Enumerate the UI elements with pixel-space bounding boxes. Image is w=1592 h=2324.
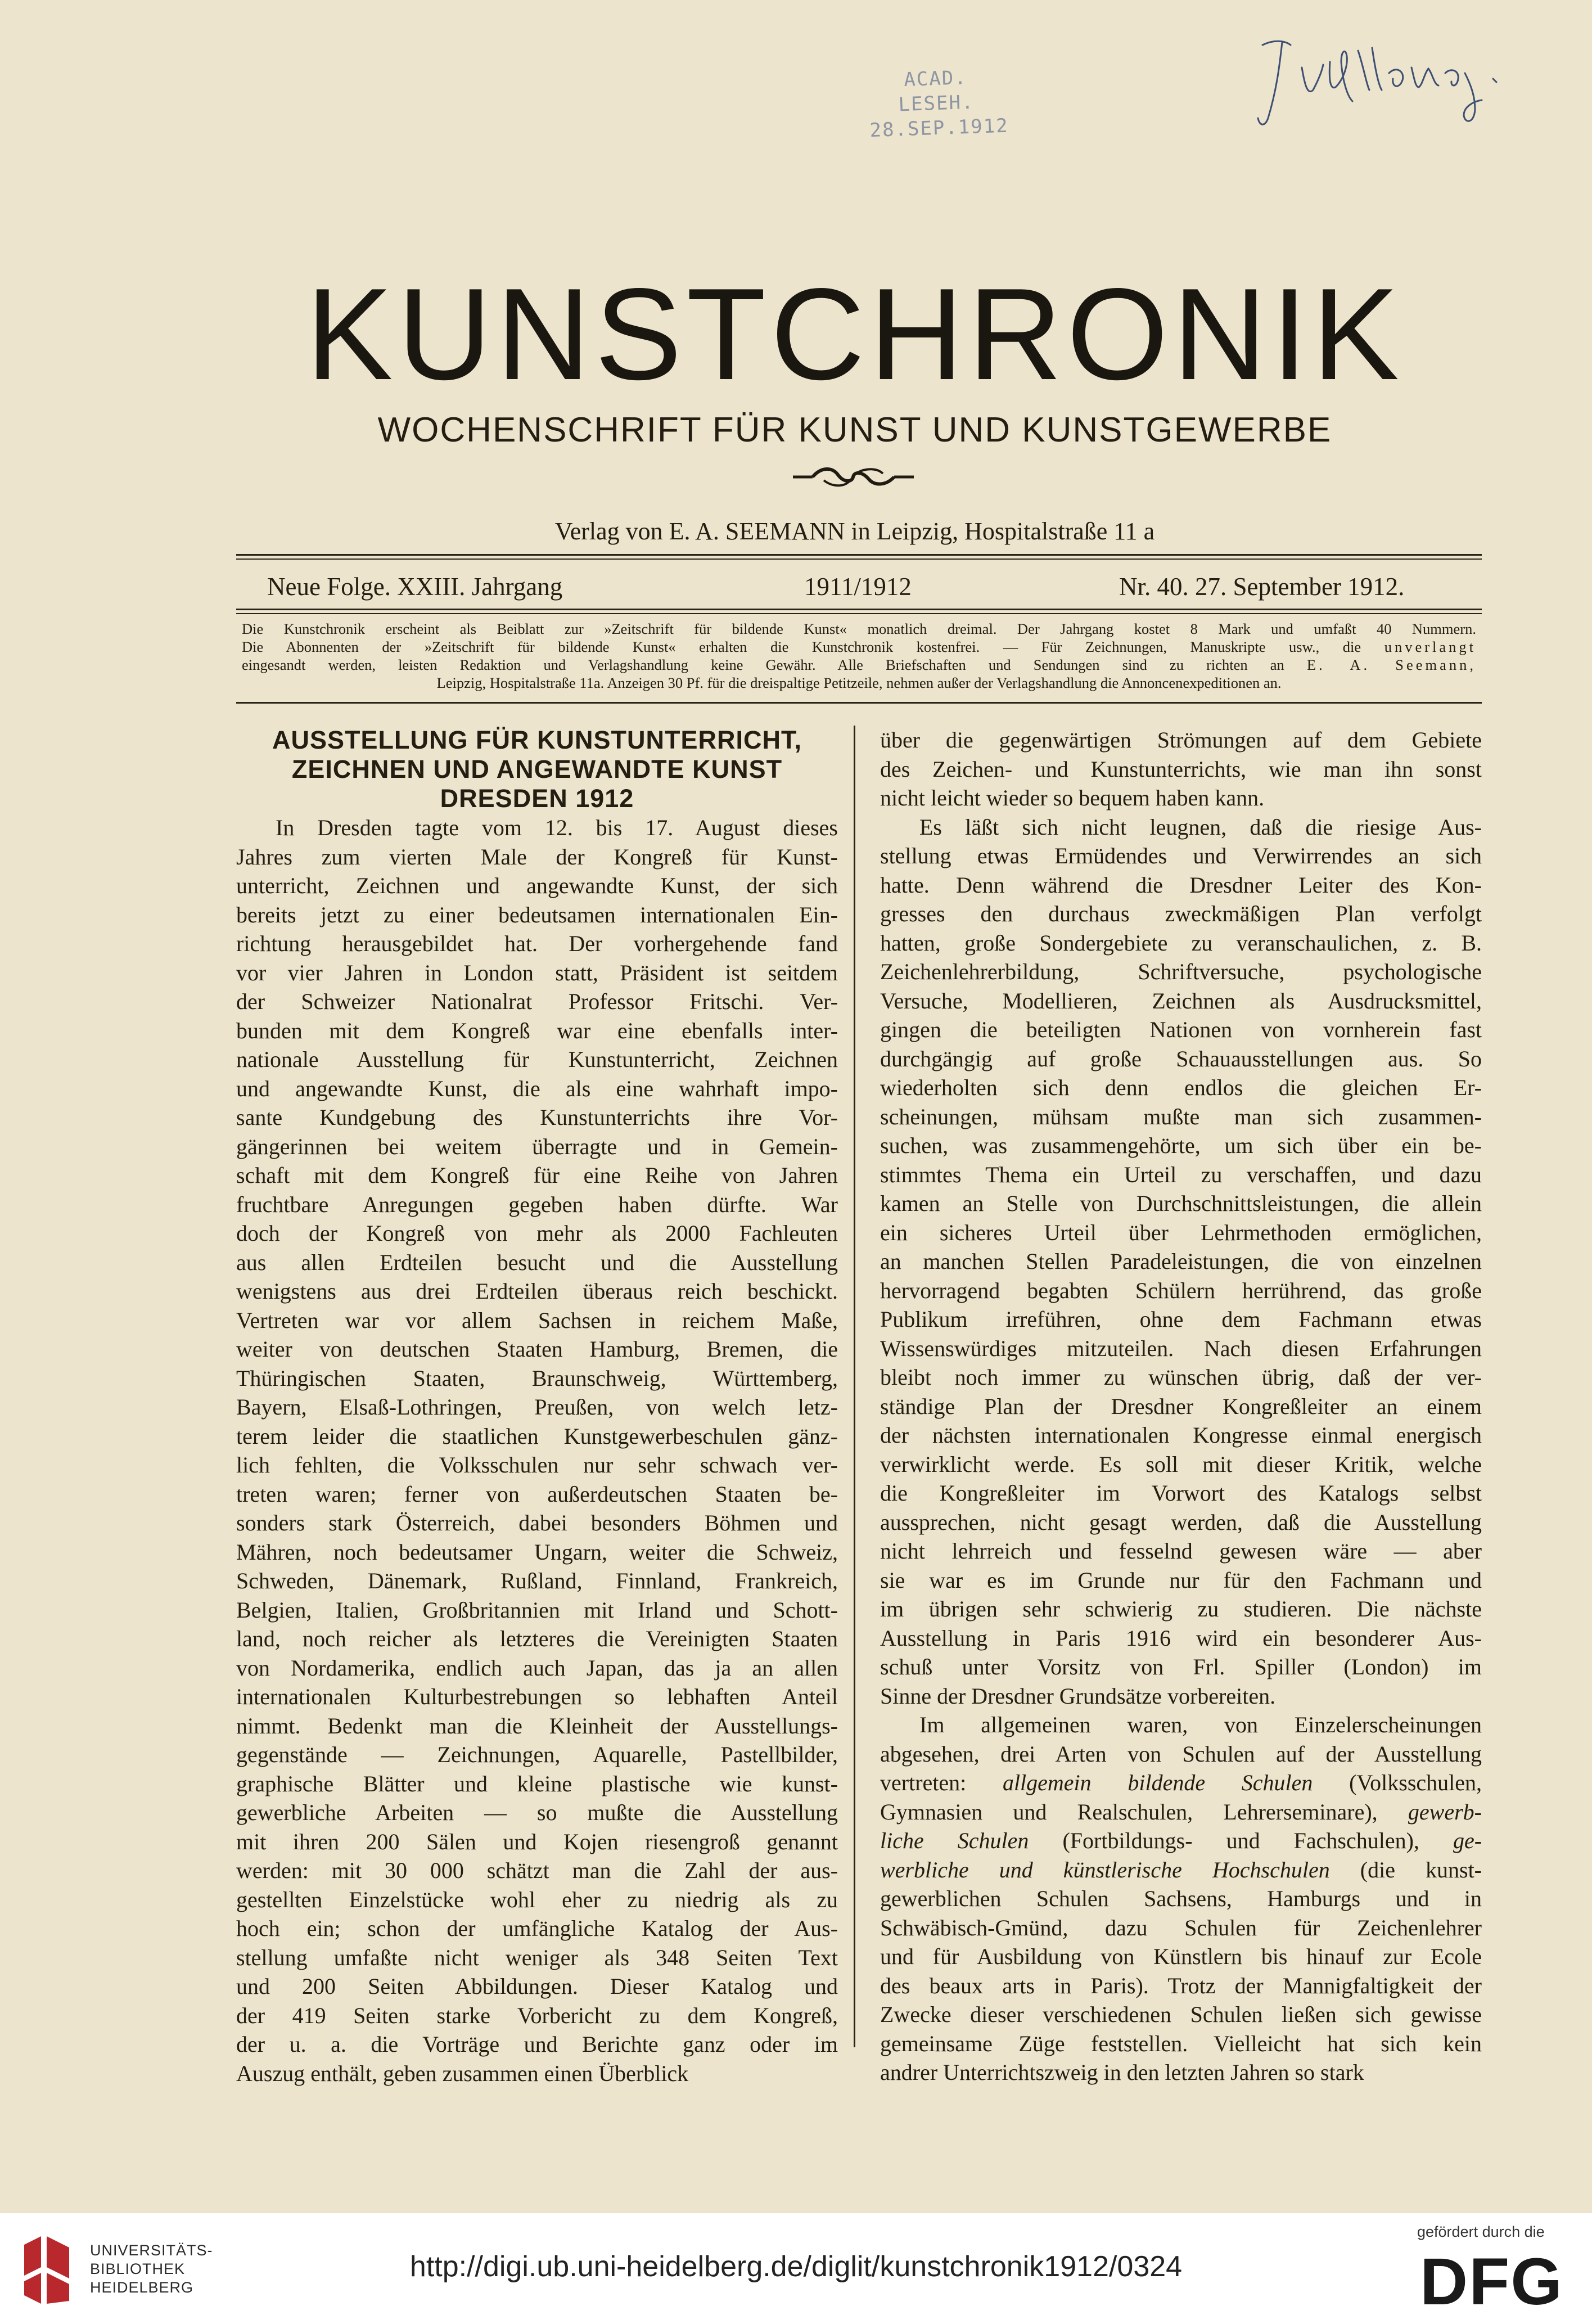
text-segment: Publikum irreführen, ohne dem Fachmann etwas — [880, 1307, 1482, 1332]
left-text-line: graphische Blätter und kleine plastische wie kunst- — [236, 1771, 838, 1796]
notice-line-2-text: Die Abonnenten der »Zeitschrift für bildende Kunst« erhalten die Kunstchronik kostenfrei. — Für Zeichnungen, Manuskripte usw., die — [242, 638, 1361, 655]
left-text-line: terem leider die staatlichen Kunstgewerbeschulen gänz- — [236, 1423, 838, 1449]
digitization-footer — [0, 2213, 1592, 2324]
right-text-line — [880, 2000, 1482, 2029]
left-text-line: doch der Kongreß von mehr als 2000 Fachleuten — [236, 1220, 838, 1246]
text-segment: schuß unter Vorsitz von Frl. Spiller (London) im — [880, 1654, 1482, 1679]
left-text-line: Bayern, Elsaß-Lothringen, Preußen, von welch letz- — [236, 1394, 838, 1420]
article-title-line-3: DRESDEN 1912 — [440, 784, 634, 813]
italic-term: liche Schulen — [880, 1828, 1029, 1853]
text-segment: vertreten: — [880, 1770, 1003, 1795]
column-divider — [854, 726, 855, 2047]
issue-info — [267, 567, 1465, 606]
text-segment: gingen die beteiligten Nationen von vornherein fast — [880, 1017, 1482, 1042]
left-text-line: gestellten Einzelstücke wohl eher zu niedrig als zu — [236, 1886, 838, 1912]
right-text-line — [880, 1276, 1482, 1305]
text-segment: gemeinsame Züge feststellen. Vielleicht hat sich kein — [880, 2030, 1482, 2056]
dfg-logo-text: DFG — [1420, 2248, 1564, 2313]
left-text-line: der Schweizer Nationalrat Professor Fritschi. Ver- — [236, 989, 838, 1014]
right-text-line — [880, 1102, 1482, 1132]
left-text-line: stellung umfaßte nicht weniger als 348 Seiten Text — [236, 1944, 838, 1970]
text-segment: Ausstellung in Paris 1916 wird ein besonderer Aus- — [880, 1625, 1482, 1651]
text-segment: Zwecke dieser verschiedenen Schulen ließen sich gewisse — [880, 2002, 1482, 2027]
notice-line-1: Die Kunstchronik erscheint als Beiblatt zur »Zeitschrift für bildende Kunst« monatlich dreimal. Der Jahrgang kostet 8 Mark und umfaßt 40 Nummern. — [242, 620, 1476, 637]
text-segment: aussprechen, nicht gesagt werden, daß die Ausstellung — [880, 1509, 1482, 1535]
text-segment: stellung etwas Ermüdendes und Verwirrendes an sich — [880, 843, 1482, 868]
left-text-line: und angewandte Kunst, die als eine wahrhaft impo- — [236, 1075, 838, 1101]
left-text-line: vor vier Jahren in London statt, Präsident ist seitdem — [236, 960, 838, 985]
notice-rule — [236, 702, 1482, 704]
text-segment: die Kongreßleiter im Vorwort des Katalogs selbst — [880, 1480, 1482, 1506]
left-text-line: nationale Ausstellung für Kunstunterricht, Zeichnen — [236, 1047, 838, 1072]
right-text-line — [880, 1855, 1482, 1885]
text-segment: der nächsten internationalen Kongresse einmal energisch — [880, 1422, 1482, 1448]
text-segment: durchgängig auf große Schauausstellungen aus. So — [880, 1046, 1482, 1071]
right-text-line — [880, 1508, 1482, 1537]
right-text-line — [880, 899, 1482, 929]
article-title-line-2: ZEICHNEN UND ANGEWANDTE KUNST — [291, 755, 783, 783]
dfg-logo-icon — [1420, 2248, 1572, 2313]
text-segment: (Volksschulen, — [1313, 1770, 1482, 1795]
left-text-line: lich fehlten, die Volksschulen nur sehr schwach ver- — [236, 1452, 838, 1478]
left-text-line: bunden mit dem Kongreß war eine ebenfalls inter- — [236, 1017, 838, 1043]
ub-line-3: HEIDELBERG — [90, 2279, 194, 2296]
left-text-line: treten waren; ferner von außerdeutschen Staaten be- — [236, 1481, 838, 1507]
right-text-line — [880, 1682, 1482, 1711]
text-segment: ständige Plan der Dresdner Kongreßleiter an einem — [880, 1393, 1482, 1419]
right-text-line — [880, 871, 1482, 900]
left-text-line: gängerinnen bei weitem überragte und in Gemein- — [236, 1133, 838, 1159]
left-text-line: Thüringischen Staaten, Braunschweig, Württemberg, — [236, 1365, 838, 1391]
left-text-line: gegenstände — Zeichnungen, Aquarelle, Pastellbilder, — [236, 1742, 838, 1767]
right-text-line — [880, 1247, 1482, 1276]
text-segment: Wissenswürdiges mitzuteilen. Nach diesen Erfahrungen — [880, 1335, 1482, 1361]
notice-line-4: Leipzig, Hospitalstraße 11a. Anzeigen 30 Pf. für die dreispaltige Petitzeile, nehmen außer der Verlagshandlung die Annoncenexpeditionen an. — [436, 674, 1282, 691]
dfg-funding-label: gefördert durch die — [1417, 2223, 1545, 2240]
left-text-line: wenigstens aus drei Erdteilen überaus reich beschickt. — [236, 1278, 838, 1304]
right-text-line — [880, 1044, 1482, 1074]
right-text-line — [880, 1710, 1482, 1740]
header-rule-top — [236, 554, 1482, 556]
header-rule-bottom — [236, 609, 1482, 610]
subscription-notice — [242, 620, 1476, 692]
left-text-line: schaft mit dem Kongreß für eine Reihe von Jahren — [236, 1163, 838, 1188]
article-column-right — [880, 726, 1482, 2087]
library-stamp — [868, 64, 1009, 143]
right-text-line — [880, 1798, 1482, 1827]
publisher-line: Verlag von E. A. SEEMANN in Leipzig, Hospitalstraße 11 a — [554, 517, 1155, 545]
text-segment: Gymnasien und Realschulen, Lehrerseminare), — [880, 1799, 1408, 1825]
right-text-line — [880, 987, 1482, 1016]
right-text-line — [880, 1595, 1482, 1624]
source-url-link[interactable]: http://digi.ub.uni-heidelberg.de/diglit/kunstchronik1912/0324 — [409, 2250, 1183, 2283]
left-text-line: sante Kundgebung des Kunstunterrichts ihre Vor- — [236, 1105, 838, 1130]
left-text-line: der 419 Seiten starke Vorbericht zu dem Kongreß, — [236, 2002, 838, 2028]
italic-term: werbliche und künstlerische Hochschulen — [880, 1857, 1330, 1882]
text-segment: und für Ausbildung von Künstlern bis hinauf zur Ecole — [880, 1944, 1482, 1969]
right-text-line — [880, 1537, 1482, 1566]
left-text-line: richtung herausgebildet hat. Der vorhergehende fand — [236, 931, 838, 956]
right-text-line — [880, 1624, 1482, 1653]
ub-line-1: UNIVERSITÄTS- — [90, 2242, 213, 2259]
article-column-left — [236, 726, 838, 2088]
italic-term: allgemein bildende Schulen — [1002, 1770, 1313, 1795]
left-text-line: werden: mit 30 000 schätzt man die Zahl der aus- — [236, 1858, 838, 1883]
text-segment: Versuche, Modellieren, Zeichnen als Ausdrucksmittel, — [880, 988, 1482, 1014]
right-text-line — [880, 1740, 1482, 1769]
right-text-line — [880, 1015, 1482, 1044]
right-text-line — [880, 2029, 1482, 2059]
left-text-line: Schweden, Dänemark, Rußland, Finnland, Frankreich, — [236, 1568, 838, 1593]
right-text-line — [880, 2058, 1482, 2087]
text-segment: sie war es im Grunde nur für den Fachmann und — [880, 1567, 1482, 1593]
right-text-line — [880, 1421, 1482, 1450]
text-segment: kamen an Stelle von Durchschnittsleistungen, die allein — [880, 1191, 1482, 1216]
article-title-line-1: AUSSTELLUNG FÜR KUNSTUNTERRICHT, — [272, 726, 802, 754]
left-text-line: In Dresden tagte vom 12. bis 17. August dieses — [276, 815, 838, 840]
right-text-line — [880, 1652, 1482, 1682]
text-segment: nicht lehrreich und fesselnd gewesen wäre — aber — [880, 1538, 1482, 1564]
right-text-line — [880, 1913, 1482, 1943]
notice-unverlangt: unverlangt — [1384, 638, 1477, 655]
left-text-line: Mähren, noch bedeutsamer Ungarn, weiter die Schweiz, — [236, 1539, 838, 1565]
right-text-line — [880, 755, 1482, 784]
left-text-line: weiter von deutschen Staaten Hamburg, Bremen, die — [236, 1336, 838, 1362]
text-segment: suchen, was zusammengehörte, um sich über ein be- — [880, 1133, 1482, 1158]
text-segment: gresses den durchaus zweckmäßigen Plan verfolgt — [880, 901, 1482, 926]
text-segment: des Zeichen- und Kunstunterrichts, wie man ihn sonst — [880, 756, 1482, 782]
left-text-line: nimmt. Bedenkt man die Kleinheit der Ausstellungs- — [236, 1713, 838, 1739]
left-text-line: unterricht, Zeichnen und angewandte Kunst, der sich — [236, 873, 838, 898]
text-segment: hatten, große Sondergebiete zu veranschaulichen, z. B. — [880, 930, 1482, 956]
issue-number-date: Nr. 40. 27. September 1912. — [1119, 573, 1405, 601]
left-text-line: Jahres zum vierten Male der Kongreß für Kunst- — [236, 844, 838, 870]
left-text-line: sonders stark Österreich, dabei besonders Böhmen und — [236, 1510, 838, 1535]
text-segment: stimmtes Thema ein Urteil zu verschaffen, und dazu — [880, 1161, 1482, 1187]
right-text-line — [880, 929, 1482, 958]
ub-line-2: BIBLIOTHEK — [90, 2260, 186, 2277]
right-text-line — [880, 813, 1482, 842]
right-text-line — [880, 1884, 1482, 1913]
notice-line-3 — [242, 656, 1476, 674]
text-segment: gewerblichen Schulen Sachsens, Hamburgs und in — [880, 1886, 1482, 1911]
left-text-line: hoch ein; schon der umfängliche Katalog der Aus- — [236, 1916, 838, 1941]
left-text-line: internationalen Kulturbestrebungen so lebhaften Anteil — [236, 1684, 838, 1709]
masthead-title: KUNSTCHRONIK — [305, 262, 1404, 407]
right-text-line — [880, 1450, 1482, 1479]
text-segment: scheinungen, mühsam mußte man sich zusammen- — [880, 1104, 1482, 1129]
left-text-line: Auszug enthält, geben zusammen einen Überblick — [236, 2060, 689, 2086]
right-text-line — [880, 1160, 1482, 1190]
stamp-line-2: 28.SEP.1912 — [869, 114, 1009, 142]
left-column-text — [236, 813, 838, 2088]
left-text-line: mit ihren 200 Sälen und Kojen riesengroß genannt — [236, 1828, 838, 1854]
text-segment: Es läßt sich nicht leugnen, daß die riesige Aus- — [919, 814, 1482, 840]
stamp-line-1: ACAD. LESEH. — [898, 66, 975, 116]
left-text-line: Vertreten war vor allem Sachsen in reichem Maße, — [236, 1307, 838, 1333]
text-segment: Im allgemeinen waren, von Einzelerscheinungen — [919, 1712, 1482, 1737]
left-text-line: von Nordamerika, endlich auch Japan, das ja an allen — [236, 1655, 838, 1681]
text-segment: nicht leicht wieder so bequem haben kann. — [880, 785, 1265, 810]
right-text-line — [880, 1189, 1482, 1218]
text-segment: ein sicheres Urteil über Lehrmethoden ermöglichen, — [880, 1219, 1482, 1245]
text-segment: verwirklicht werde. Es soll mit dieser Kritik, welche — [880, 1451, 1482, 1477]
left-text-line: fruchtbare Anregungen gegeben haben dürfte. War — [236, 1191, 838, 1217]
notice-seemann: E. A. Seemann, — [1306, 656, 1477, 673]
text-segment: bleibt noch immer zu wünschen übrig, daß der ver- — [880, 1364, 1482, 1390]
text-segment: über die gegenwärtigen Strömungen auf dem Gebiete — [880, 727, 1482, 753]
text-segment: des beaux arts in Paris). Trotz der Mannigfaltigkeit der — [880, 1972, 1482, 1998]
right-text-line — [880, 1334, 1482, 1363]
left-text-line: aus allen Erdteilen besucht und die Ausstellung — [236, 1249, 838, 1275]
text-segment: Schwäbisch-Gmünd, dazu Schulen für Zeichenlehrer — [880, 1915, 1482, 1940]
left-text-line: land, noch reicher als letzteres die Vereinigten Staaten — [236, 1626, 838, 1651]
text-segment: abgesehen, drei Arten von Schulen auf der Ausstellung — [880, 1741, 1482, 1767]
right-text-line — [880, 957, 1482, 987]
text-segment: Sinne der Dresdner Grundsätze vorbereiten. — [880, 1683, 1276, 1709]
right-text-line — [880, 1073, 1482, 1102]
right-text-line — [880, 1566, 1482, 1595]
text-segment: hervorragend begabten Schülern herrührend, das große — [880, 1277, 1482, 1303]
left-text-line: und 200 Seiten Abbildungen. Dieser Katalog und — [236, 1974, 838, 1999]
issue-series: Neue Folge. XXIII. Jahrgang — [267, 573, 563, 601]
right-text-line — [880, 1131, 1482, 1160]
notice-line-2 — [242, 638, 1476, 656]
right-text-line — [880, 1942, 1482, 1971]
notice-line-3-text: eingesandt werden, leisten Redaktion und Verlagshandlung keine Gewähr. Alle Briefschaften und Sendungen sind zu richten an — [242, 656, 1284, 673]
text-segment: hatte. Denn während die Dresdner Leiter des Kon- — [880, 872, 1482, 898]
italic-term: ge- — [1453, 1828, 1482, 1853]
text-segment: wiederholten sich denn endlos die gleichen Er- — [880, 1075, 1482, 1100]
italic-term: gewerb- — [1408, 1799, 1482, 1825]
ornament-divider-icon — [790, 462, 917, 492]
header-rule-bottom-thin — [236, 613, 1482, 614]
right-text-line — [880, 726, 1482, 755]
left-text-line: Belgien, Italien, Großbritannien mit Irland und Schott- — [236, 1597, 838, 1623]
text-segment: (Fortbildungs- und Fachschulen), — [1029, 1828, 1453, 1853]
text-segment: (die kunst- — [1329, 1857, 1482, 1882]
right-column-text — [880, 726, 1482, 2087]
handwritten-signature — [1251, 34, 1516, 135]
text-segment: an manchen Stellen Paradeleistungen, die von einzelnen — [880, 1249, 1482, 1274]
masthead-subtitle: WOCHENSCHRIFT FÜR KUNST UND KUNSTGEWERBE — [377, 411, 1332, 449]
issue-years: 1911/1912 — [804, 573, 912, 601]
right-text-line — [880, 1392, 1482, 1421]
text-segment: Zeichenlehrerbildung, Schriftversuche, psychologische — [880, 959, 1482, 984]
right-text-line — [880, 1305, 1482, 1334]
right-text-line — [880, 1768, 1482, 1798]
right-text-line — [880, 1971, 1482, 2001]
left-text-line: bereits jetzt zu einer bedeutsamen internationalen Ein- — [236, 902, 838, 927]
right-text-line — [880, 1826, 1482, 1855]
right-text-line — [880, 1479, 1482, 1508]
text-segment: andrer Unterrichtszweig in den letzten Jahren so stark — [880, 2060, 1364, 2085]
right-text-line — [880, 1218, 1482, 1247]
text-segment: im übrigen sehr schwierig zu studieren. Die nächste — [880, 1596, 1482, 1622]
right-text-line — [880, 1363, 1482, 1392]
header-rule-top-thin — [236, 559, 1482, 560]
left-text-line: der u. a. die Vorträge und Berichte ganz oder im — [236, 2032, 838, 2057]
left-text-line: gewerbliche Arbeiten — so mußte die Ausstellung — [236, 1800, 838, 1825]
right-text-line — [880, 783, 1482, 813]
right-text-line — [880, 841, 1482, 871]
